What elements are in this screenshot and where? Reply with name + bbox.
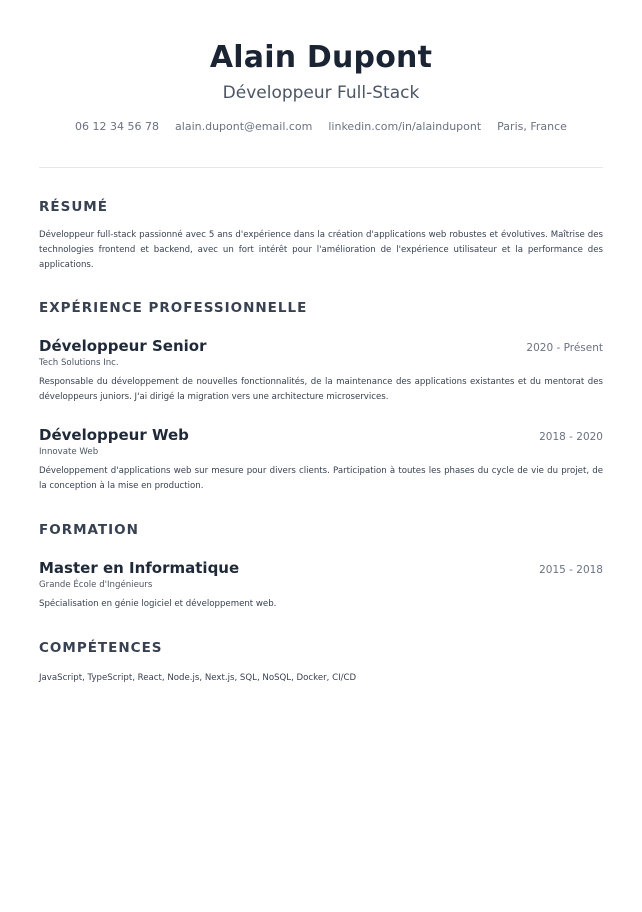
education-school: Grande École d'Ingénieurs (39, 580, 153, 590)
experience-entry (39, 336, 603, 405)
education-description: Spécialisation en génie logiciel et développement web. (39, 599, 277, 609)
experience-description: Responsable du développement de nouvelles fonctionnalités, de la maintenance des applications existantes et du mentorat des développeurs juniors. J'ai dirigé la migration vers une architecture microservices. (39, 377, 603, 402)
experience-role: Développeur Senior (39, 337, 207, 355)
summary-title: RÉSUMÉ (39, 199, 108, 215)
experience-role: Développeur Web (39, 426, 189, 444)
resume-page (39, 0, 603, 683)
experience-company: Tech Solutions Inc. (39, 358, 119, 368)
skills-text: JavaScript, TypeScript, React, Node.js, Next.js, SQL, NoSQL, Docker, CI/CD (39, 673, 357, 683)
contact-email: alain.dupont@email.com (175, 120, 313, 133)
skills-section (39, 639, 603, 686)
summary-text: Développeur full-stack passionné avec 5 ans d'expérience dans la création d'applications web robustes et évolutives. Maîtrise des technologies frontend et backend, avec un fort intérêt pour l'amélioration de l'expérience utilisateur et la performance des applications. (39, 230, 603, 270)
experience-description: Développement d'applications web sur mesure pour divers clients. Participation à toutes les phases du cycle de vie du projet, de la conception à la mise en production. (39, 466, 603, 491)
education-entry (39, 558, 603, 612)
education-degree: Master en Informatique (39, 559, 240, 577)
education-section (39, 521, 603, 539)
experience-section (39, 299, 603, 317)
education-dates: 2015 - 2018 (539, 564, 603, 576)
skills-title: COMPÉTENCES (39, 640, 163, 656)
contact-phone: 06 12 34 56 78 (75, 120, 160, 133)
contact-location: Paris, France (497, 120, 567, 133)
contact-linkedin: linkedin.com/in/alaindupont (328, 120, 482, 133)
header-divider (39, 167, 603, 168)
experience-dates: 2018 - 2020 (539, 431, 603, 443)
candidate-name: Alain Dupont (209, 40, 433, 75)
experience-entry (39, 425, 603, 494)
summary-section (39, 198, 603, 273)
resume-header (39, 0, 603, 168)
candidate-role: Développeur Full-Stack (222, 83, 420, 103)
experience-dates: 2020 - Présent (526, 342, 603, 354)
experience-company: Innovate Web (39, 447, 99, 457)
contact-info (39, 119, 603, 135)
experience-title: EXPÉRIENCE PROFESSIONNELLE (39, 300, 308, 316)
education-title: FORMATION (39, 522, 139, 538)
